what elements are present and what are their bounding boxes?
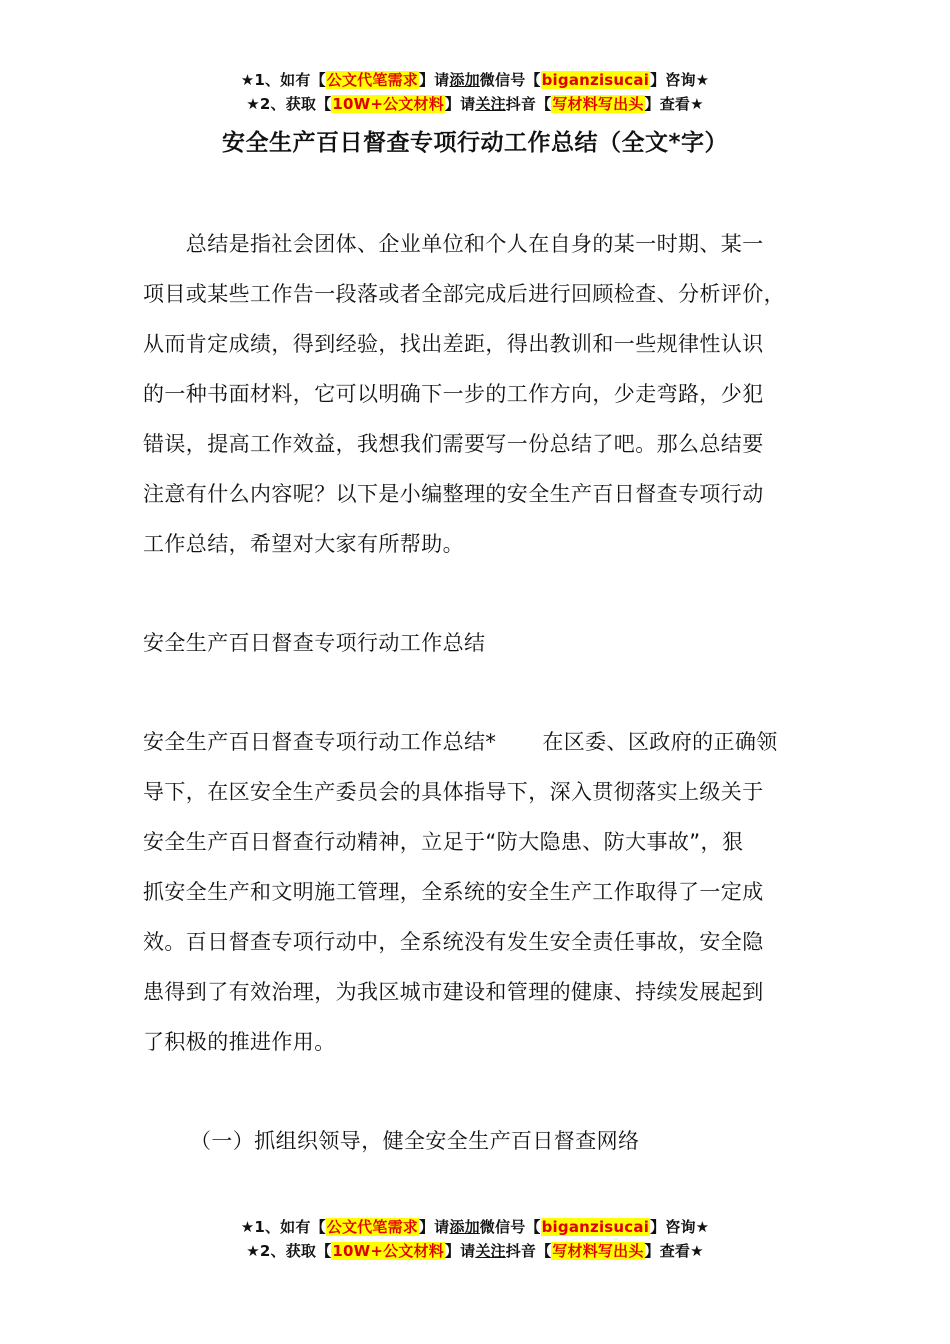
paragraph-line: 安全生产百日督查专项行动工作总结* 在区委、区政府的正确领 <box>143 730 778 754</box>
promo-highlight: 公文代笔需求 <box>326 1218 418 1236</box>
section-subtitle <box>143 618 833 668</box>
paragraph-line: 抓安全生产和文明施工管理，全系统的安全生产工作取得了一定成 <box>143 880 764 904</box>
section-heading <box>190 1116 880 1166</box>
promo-line-1: ★1、如有【公文代笔需求】请添加微信号【biganzisucai】咨询★ <box>240 1218 710 1236</box>
paragraph-line: 的一种书面材料，它可以明确下一步的工作方向，少走弯路，少犯 <box>143 382 764 406</box>
paragraph-line: 从而肯定成绩，得到经验，找出差距，得出教训和一些规律性认识 <box>143 332 764 356</box>
paragraph-line: 工作总结，希望对大家有所帮助。 <box>143 532 464 556</box>
promo-line-1: ★1、如有【公文代笔需求】请添加微信号【biganzisucai】咨询★ <box>240 71 710 89</box>
paragraph-line: 项目或某些工作告一段落或者全部完成后进行回顾检查、分析评价， <box>143 282 785 306</box>
paragraph-line: 总结是指社会团体、企业单位和个人在自身的某一时期、某一 <box>143 232 764 256</box>
section-heading-text: （一）抓组织领导，健全安全生产百日督查网络 <box>190 1129 640 1153</box>
intro-paragraph <box>143 219 833 569</box>
paragraph-line: 错误，提高工作效益，我想我们需要写一份总结了吧。那么总结要 <box>143 432 764 456</box>
subtitle-text: 安全生产百日督查专项行动工作总结 <box>143 631 486 655</box>
promo-highlight: 公文代笔需求 <box>326 71 418 89</box>
promo-line-2: ★2、获取【10W+公文材料】请关注抖音【写材料写出头】查看★ <box>246 1242 704 1260</box>
paragraph-line: 患得到了有效治理，为我区城市建设和管理的健康、持续发展起到 <box>143 980 764 1004</box>
promo-wechat-id: biganzisucai <box>541 1218 650 1236</box>
promo-banner-bottom <box>0 1215 950 1263</box>
promo-banner-top <box>0 68 950 116</box>
promo-highlight: 10W+公文材料 <box>332 1242 444 1260</box>
promo-wechat-id: biganzisucai <box>541 71 650 89</box>
promo-highlight: 10W+公文材料 <box>332 95 444 113</box>
body-paragraph <box>143 717 833 1067</box>
paragraph-line: 注意有什么内容呢？以下是小编整理的安全生产百日督查专项行动 <box>143 482 764 506</box>
paragraph-line: 导下，在区安全生产委员会的具体指导下，深入贯彻落实上级关于 <box>143 780 764 804</box>
document-title: 安全生产百日督查专项行动工作总结（全文*字） <box>221 130 729 156</box>
paragraph-line: 了积极的推进作用。 <box>143 1030 336 1054</box>
paragraph-line: 安全生产百日督查行动精神，立足于“防大隐患、防大事故”，狠 <box>143 830 744 854</box>
paragraph-line: 效。百日督查专项行动中，全系统没有发生安全责任事故，安全隐 <box>143 930 764 954</box>
promo-douyin-id: 写材料写出头 <box>552 1242 644 1260</box>
promo-douyin-id: 写材料写出头 <box>552 95 644 113</box>
promo-line-2: ★2、获取【10W+公文材料】请关注抖音【写材料写出头】查看★ <box>246 95 704 113</box>
